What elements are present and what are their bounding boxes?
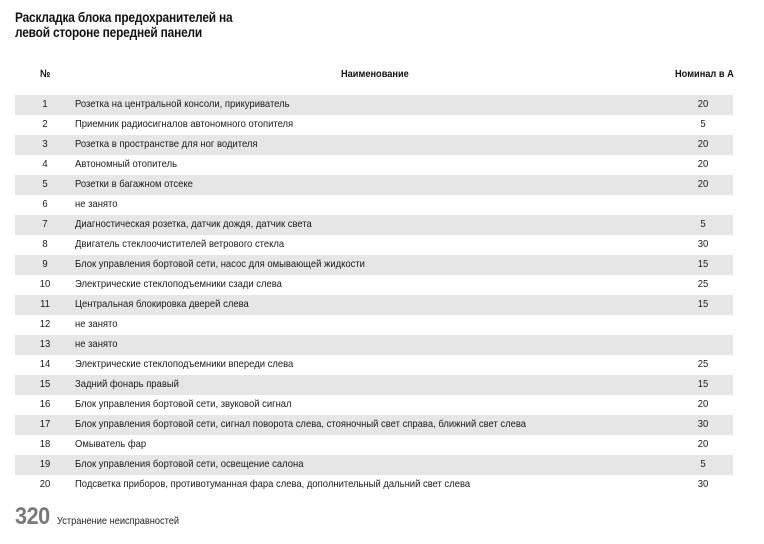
fuse-rating: 20 [697,98,709,110]
column-header-name: Наименование [341,68,409,80]
table-row [15,355,733,375]
fuse-number: 17 [39,418,51,430]
fuse-name: Автономный отопитель [75,158,178,170]
table-row [15,395,733,415]
column-header-rating: Номинал в А [675,68,734,80]
fuse-number: 15 [39,378,51,390]
table-row [15,95,733,115]
fuse-rating: 15 [697,378,709,390]
fuse-name: Приемник радиосигналов автономного отопителя [75,118,294,130]
fuse-rating: 30 [697,418,709,430]
fuse-number: 13 [39,338,51,350]
page-number: 320 [15,503,50,530]
fuse-rating: 5 [700,118,706,130]
table-row [15,255,733,275]
fuse-name: Блок управления бортовой сети, звуковой сигнал [75,398,292,410]
fuse-rating: 20 [697,138,709,150]
fuse-number: 14 [39,358,51,370]
table-row [15,135,733,155]
fuse-rating: 20 [697,438,709,450]
page-footer [15,503,196,531]
fuse-number: 16 [39,398,51,410]
fuse-number: 5 [42,178,48,190]
table-row [15,475,733,495]
title-line-2: левой стороне передней панели [15,25,203,40]
fuse-rating: 25 [697,358,709,370]
fuse-name: Розетка на центральной консоли, прикуриватель [75,98,290,110]
fuse-rating: 20 [697,178,709,190]
fuse-number: 7 [42,218,48,230]
fuse-rating: 5 [700,218,706,230]
fuse-table [15,95,733,495]
fuse-name: не занято [75,338,118,350]
fuse-number: 11 [40,298,50,310]
section-title: Устранение неисправностей [57,515,180,527]
table-row [15,235,733,255]
table-row [15,315,733,335]
fuse-name: Блок управления бортовой сети, насос для омывающей жидкости [75,258,365,270]
fuse-name: Блок управления бортовой сети, сигнал поворота слева, стояночный свет справа, ближний свет слева [75,418,527,430]
fuse-name: Центральная блокировка дверей слева [75,298,249,310]
column-header-number: № [40,68,51,80]
table-row [15,115,733,135]
fuse-number: 18 [39,438,51,450]
fuse-name: Диагностическая розетка, датчик дождя, датчик света [75,218,312,230]
fuse-name: Омыватель фар [75,438,147,450]
fuse-name: Розетки в багажном отсеке [75,178,193,190]
table-row [15,415,733,435]
fuse-name: не занято [75,318,118,330]
fuse-number: 12 [39,318,51,330]
fuse-number: 19 [39,458,51,470]
table-row [15,215,733,235]
fuse-rating: 5 [700,458,706,470]
table-row [15,455,733,475]
fuse-number: 3 [42,138,48,150]
fuse-name: Электрические стеклоподъемники впереди слева [75,358,294,370]
fuse-name: Блок управления бортовой сети, освещение салона [75,458,304,470]
page-title [15,10,232,40]
fuse-number: 9 [42,258,48,270]
fuse-number: 1 [42,98,48,110]
fuse-name: Розетка в пространстве для ног водителя [75,138,258,150]
fuse-rating: 15 [697,298,709,310]
table-row [15,295,733,315]
fuse-name: Электрические стеклоподъемники сзади слева [75,278,282,290]
fuse-number: 10 [39,278,51,290]
table-row [15,335,733,355]
table-row [15,195,733,215]
title-line-1: Раскладка блока предохранителей на [15,10,233,25]
fuse-rating: 30 [697,238,709,250]
fuse-name: Двигатель стеклоочистителей ветрового стекла [75,238,285,250]
table-row [15,155,733,175]
fuse-number: 20 [39,478,51,490]
fuse-name: не занято [75,198,118,210]
fuse-rating: 25 [697,278,709,290]
fuse-rating: 30 [697,478,709,490]
fuse-rating: 20 [697,158,709,170]
table-row [15,435,733,455]
table-row [15,275,733,295]
fuse-name: Подсветка приборов, противотуманная фара слева, дополнительный дальний свет слева [75,478,471,490]
fuse-number: 2 [42,118,48,130]
fuse-number: 4 [42,158,48,170]
fuse-rating: 20 [697,398,709,410]
fuse-rating: 15 [697,258,709,270]
fuse-number: 8 [42,238,48,250]
fuse-number: 6 [42,198,48,210]
fuse-name: Задний фонарь правый [75,378,179,390]
table-row [15,375,733,395]
table-row [15,175,733,195]
